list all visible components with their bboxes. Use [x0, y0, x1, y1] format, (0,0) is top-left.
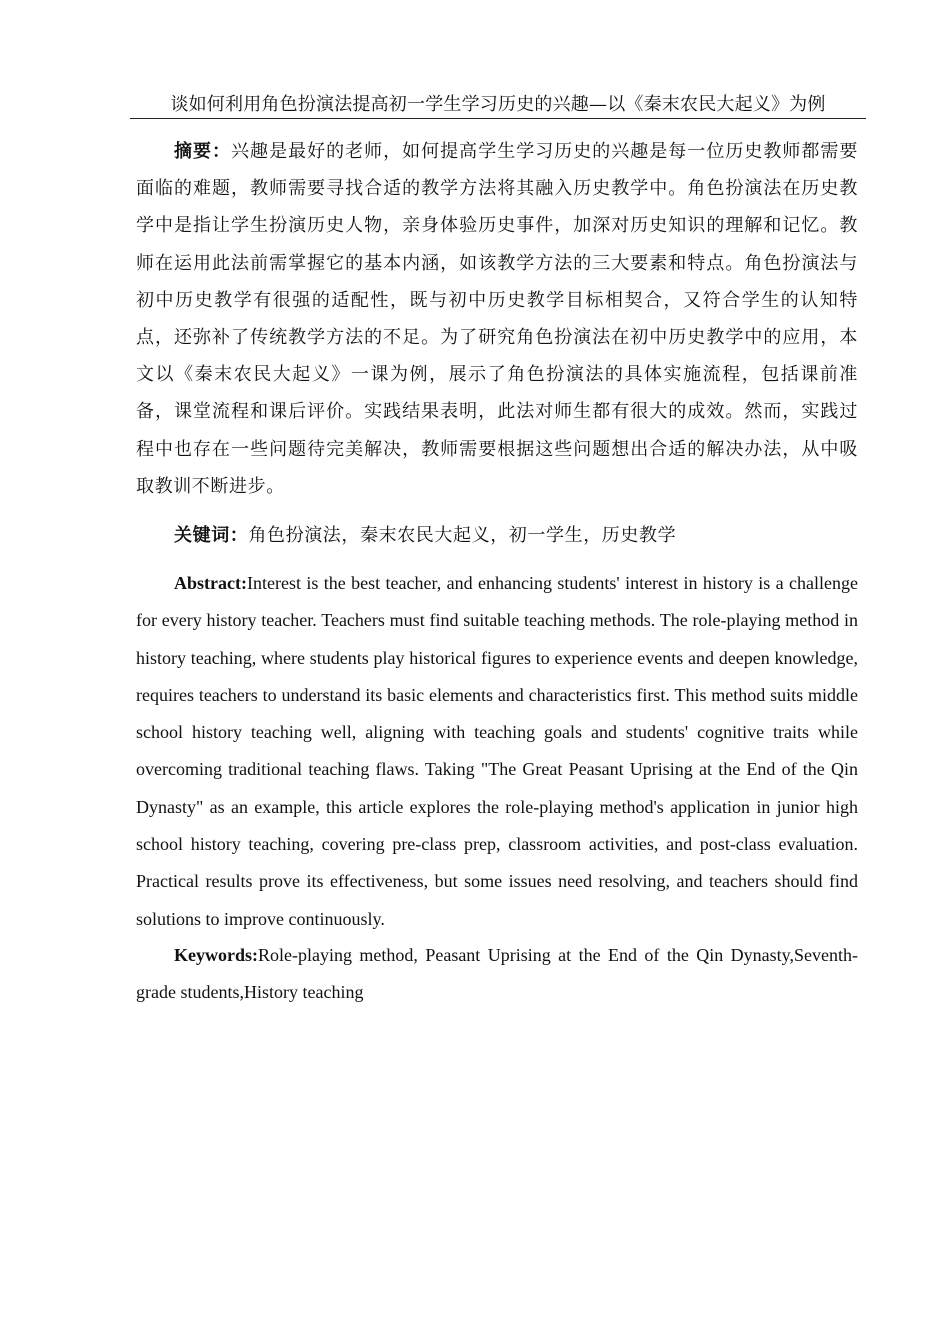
english-keywords-text: Role-playing method, Peasant Uprising at the End of the Qin Dynasty,Seventh-grade students,History teaching: [136, 945, 858, 1003]
chinese-abstract-label: 摘要：: [174, 141, 232, 162]
english-keywords: [136, 937, 858, 1012]
english-abstract-label: Abstract:: [174, 573, 247, 593]
english-abstract-text: Interest is the best teacher, and enhancing students' interest in history is a challenge for every history teacher. Teachers must find suitable teaching methods. The role-playing method in history teaching, where students play historical figures to experience events and deepen knowledge, requires teachers to understand its basic elements and characteristics first. This method suits middle school history teaching well, aligning with teaching goals and students' cognitive traits while overcoming traditional teaching flaws. Taking "The Great Peasant Uprising at the End of the Qin Dynasty" as an example, this article explores the role-playing method's application in junior high school history teaching, covering pre-class prep, classroom activities, and post-class evaluation. Practical results prove its effectiveness, but some issues need resolving, and teachers should find solutions to improve continuously.: [136, 573, 858, 929]
chinese-keywords-label: 关键词：: [174, 525, 249, 546]
header-divider: [130, 118, 866, 119]
english-keywords-label: Keywords:: [174, 945, 258, 965]
english-abstract: [136, 565, 858, 938]
running-header-title: 谈如何利用角色扮演法提高初一学生学习历史的兴趣—以《秦末农民大起义》为例: [170, 94, 826, 115]
chinese-abstract-text: 兴趣是最好的老师，如何提高学生学习历史的兴趣是每一位历史教师都需要面临的难题，教师需要寻找合适的教学方法将其融入历史教学中。角色扮演法在历史教学中是指让学生扮演历史人物，亲身体验历史事件，加深对历史知识的理解和记忆。教师在运用此法前需掌握它的基本内涵，如该教学方法的三大要素和特点。角色扮演法与初中历史教学有很强的适配性，既与初中历史教学目标相契合，又符合学生的认知特点，还弥补了传统教学方法的不足。为了研究角色扮演法在初中历史教学中的应用，本文以《秦末农民大起义》一课为例，展示了角色扮演法的具体实施流程，包括课前准备，课堂流程和课后评价。实践结果表明，此法对师生都有很大的成效。然而，实践过程中也存在一些问题待完美解决，教师需要根据这些问题想出合适的解决办法，从中吸取教训不断进步。: [136, 141, 859, 497]
chinese-abstract: [136, 133, 858, 505]
chinese-keywords-text: 角色扮演法，秦末农民大起义，初一学生，历史教学: [248, 525, 677, 546]
chinese-keywords: [136, 519, 858, 553]
